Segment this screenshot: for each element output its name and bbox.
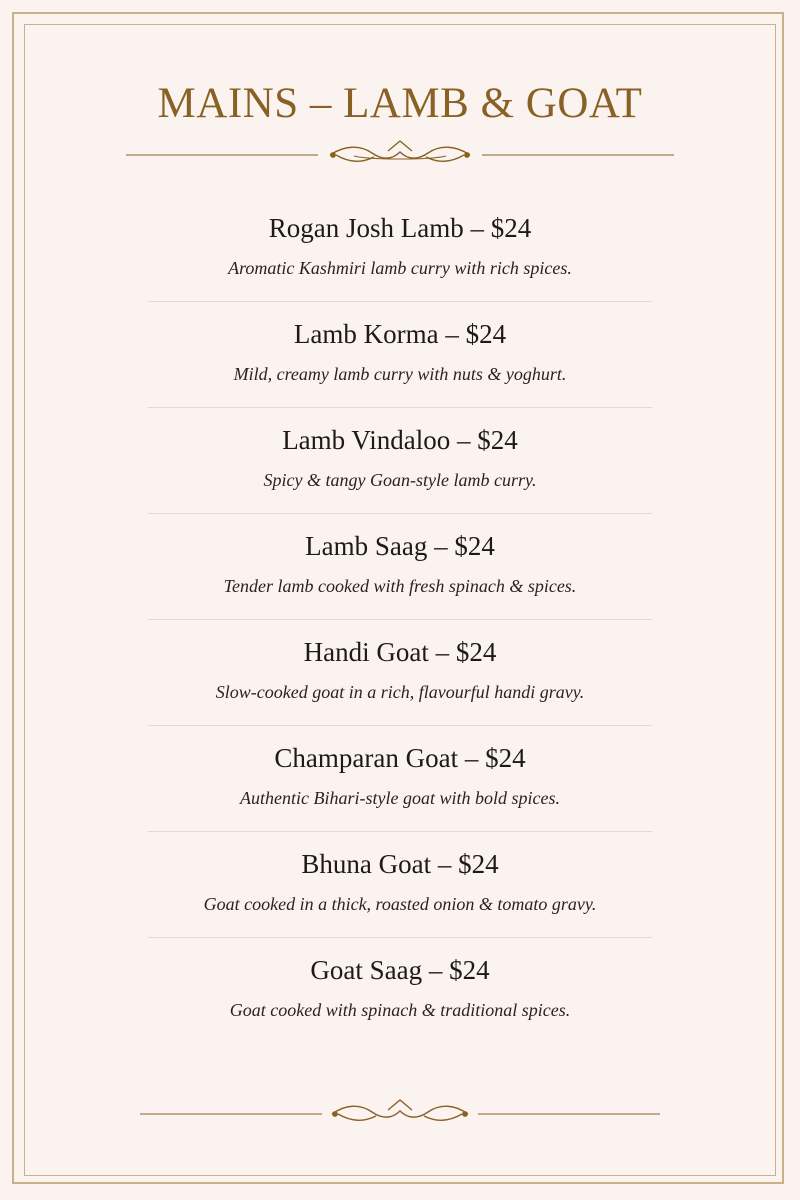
menu-item xyxy=(0,302,800,408)
menu-item xyxy=(0,832,800,938)
menu-items-list xyxy=(0,196,800,1044)
menu-item-name: Lamb Korma – $24 xyxy=(293,319,507,349)
menu-item-name: Handi Goat – $24 xyxy=(303,637,497,667)
menu-item xyxy=(0,196,800,302)
menu-item xyxy=(0,620,800,726)
menu-item-description: Aromatic Kashmiri lamb curry with rich spices. xyxy=(228,258,572,278)
menu-item-description: Authentic Bihari-style goat with bold spices. xyxy=(240,788,560,808)
menu-item xyxy=(0,726,800,832)
menu-title: MAINS – LAMB & GOAT xyxy=(157,80,643,127)
menu-item-description: Slow-cooked goat in a rich, flavourful handi gravy. xyxy=(215,682,585,702)
menu-item-name: Rogan Josh Lamb – $24 xyxy=(268,213,532,243)
menu-item xyxy=(0,938,800,1044)
menu-item-name: Lamb Saag – $24 xyxy=(305,531,495,561)
menu-item-description: Mild, creamy lamb curry with nuts & yoghurt. xyxy=(233,364,567,384)
menu-item-description: Goat cooked in a thick, roasted onion & tomato gravy. xyxy=(203,894,597,914)
menu-item-name: Bhuna Goat – $24 xyxy=(301,849,499,879)
menu-item-description: Spicy & tangy Goan-style lamb curry. xyxy=(263,470,537,490)
menu-item xyxy=(0,514,800,620)
menu-item-name: Lamb Vindaloo – $24 xyxy=(282,425,518,455)
menu-item-description: Tender lamb cooked with fresh spinach & spices. xyxy=(223,576,577,596)
menu-item-name: Goat Saag – $24 xyxy=(310,955,490,985)
top-flourish-ornament xyxy=(0,136,800,172)
bottom-flourish-ornament xyxy=(0,1094,800,1130)
menu-item-description: Goat cooked with spinach & traditional spices. xyxy=(229,1000,571,1020)
menu-item-name: Champaran Goat – $24 xyxy=(274,743,526,773)
menu-item xyxy=(0,408,800,514)
